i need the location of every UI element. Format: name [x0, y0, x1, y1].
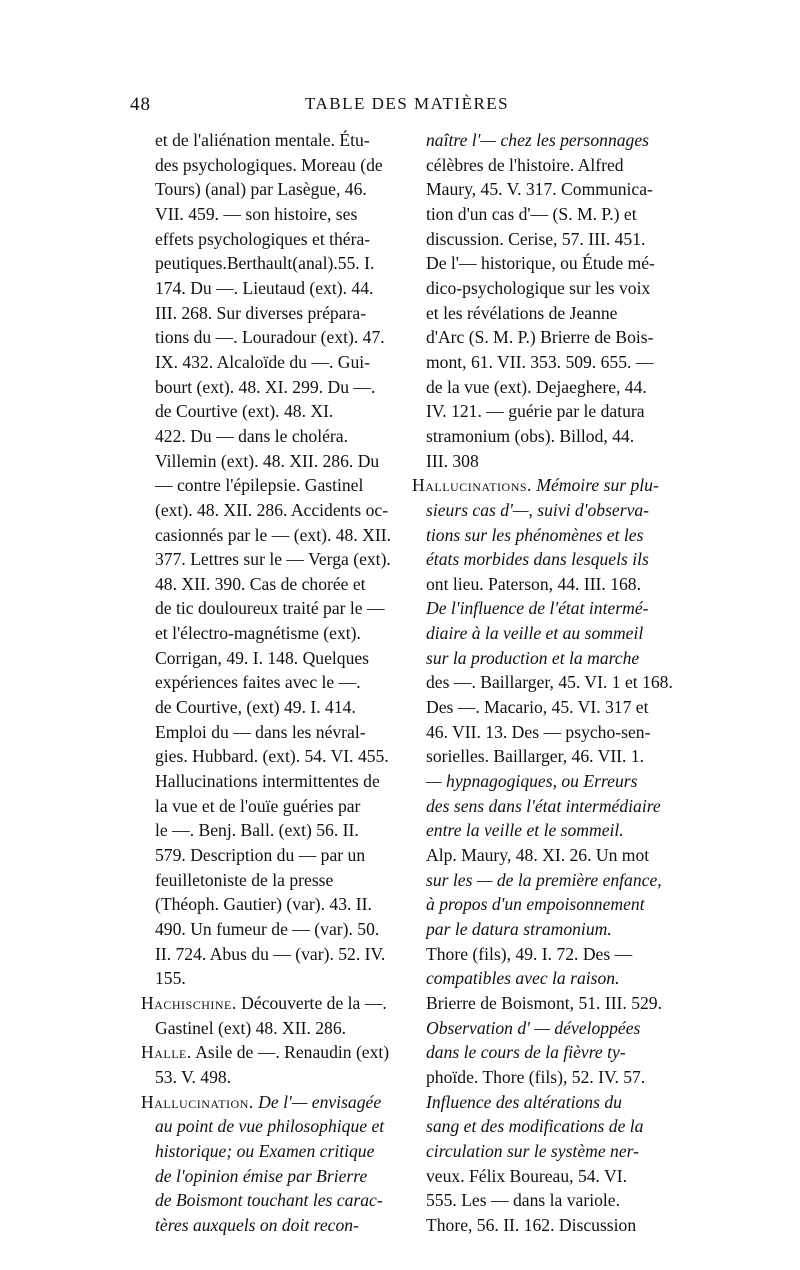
left-column-line: Hallucination. De l'— envisagée [141, 1091, 382, 1112]
left-column-line: 579. Description du — par un [155, 845, 366, 866]
right-column-line: Thore (fils), 49. I. 72. Des — [426, 943, 633, 964]
right-column-line: célèbres de l'histoire. Alfred [426, 154, 624, 175]
right-column-line: Brierre de Boismont, 51. III. 529. [426, 992, 663, 1013]
right-column-line: ont lieu. Paterson, 44. III. 168. [426, 573, 641, 594]
left-column-line: 48. XII. 390. Cas de chorée et [155, 573, 366, 594]
left-column-line: Emploi du — dans les névral- [155, 721, 366, 742]
right-column-line: sieurs cas d'—, suivi d'observa- [426, 499, 650, 520]
right-column-line: Influence des altérations du [426, 1091, 622, 1112]
right-column-line: 555. Les — dans la variole. [426, 1190, 620, 1211]
right-column-line: De l'— historique, ou Étude mé- [426, 253, 655, 274]
left-column-line: effets psychologiques et théra- [155, 228, 371, 249]
right-column-line: — hypnagogiques, ou Erreurs [426, 771, 638, 792]
right-column-line: d'Arc (S. M. P.) Brierre de Bois- [426, 327, 654, 348]
left-column-line: la vue et de l'ouïe guéries par [155, 795, 361, 816]
right-column-line: 46. VII. 13. Des — psycho-sen- [426, 721, 651, 742]
right-column-line: sorielles. Baillarger, 46. VII. 1. [426, 746, 645, 767]
left-column-line: 490. Un fumeur de — (var). 50. [155, 919, 380, 939]
left-column-line: de Boismont touchant les carac- [155, 1190, 383, 1211]
right-column-line: des —. Baillarger, 45. VI. 1 et 168. [426, 672, 673, 693]
right-column-line: Observation d' — développées [426, 1017, 641, 1038]
right-column-line: stramonium (obs). Billod, 44. [426, 425, 635, 446]
right-column-line: De l'influence de l'état intermé- [426, 598, 649, 619]
right-column-line: circulation sur le système ner- [426, 1140, 640, 1161]
left-column-line: au point de vue philosophique et [155, 1116, 385, 1137]
left-column-line: II. 724. Abus du — (var). 52. IV. [155, 943, 386, 964]
left-column-line: 53. V. 498. [155, 1066, 232, 1087]
right-column-line: Maury, 45. V. 317. Communica- [426, 179, 653, 200]
left-column-line: IX. 432. Alcaloïde du —. Gui- [155, 351, 370, 372]
left-column-line: 174. Du —. Lieutaud (ext). 44. [155, 277, 374, 298]
left-column-line: 422. Du — dans le choléra. [155, 425, 348, 446]
left-column-line: Halle. Asile de —. Renaudin (ext) [141, 1042, 390, 1063]
right-column-line: des sens dans l'état intermédiaire [426, 795, 661, 816]
page-number: 48 [130, 94, 151, 115]
right-column-line: sur les — de la première enfance, [426, 869, 662, 890]
right-column-line: Alp. Maury, 48. XI. 26. Un mot [426, 845, 650, 866]
left-column-line: et de l'aliénation mentale. Étu- [155, 130, 370, 150]
left-column-line: historique; ou Examen critique [155, 1140, 375, 1161]
left-column-line: Hachischine. Découverte de la —. [141, 992, 387, 1013]
left-column-line: et l'électro-magnétisme (ext). [155, 623, 361, 644]
left-column-line: 155. [155, 968, 186, 989]
left-column-line: de Courtive (ext). 48. XI. [155, 401, 334, 422]
left-column-line: de l'opinion émise par Brierre [155, 1165, 368, 1186]
right-column [412, 128, 674, 1238]
left-column-line: de Courtive, (ext) 49. I. 414. [155, 697, 356, 718]
right-column-line: veux. Félix Boureau, 54. VI. [426, 1165, 627, 1186]
left-column-line: de tic douloureux traité par le — [155, 598, 385, 619]
running-title: TABLE DES MATIÈRES [305, 94, 510, 113]
right-column-line: sur la production et la marche [426, 647, 640, 668]
running-header [130, 94, 670, 120]
left-column-line: III. 268. Sur diverses prépara- [155, 302, 367, 323]
right-column-line: dico-psychologique sur les voix [426, 277, 651, 298]
right-column-line: tion d'un cas d'— (S. M. P.) et [426, 203, 637, 224]
left-column [141, 128, 403, 1238]
right-column-line: IV. 121. — guérie par le datura [426, 401, 645, 422]
right-column-line: diaire à la veille et au sommeil [426, 623, 644, 644]
right-column-line: entre la veille et le sommeil. [426, 820, 624, 841]
left-column-line: (ext). 48. XII. 286. Accidents oc- [155, 499, 389, 520]
left-column-line: — contre l'épilepsie. Gastinel [155, 475, 364, 496]
right-column-line: Des —. Macario, 45. VI. 317 et [426, 697, 649, 718]
right-column-line: mont, 61. VII. 353. 509. 655. — [426, 351, 654, 372]
right-column-line: de la vue (ext). Dejaeghere, 44. [426, 376, 647, 397]
right-column-line: et les révélations de Jeanne [426, 302, 618, 323]
left-column-line: feuilletoniste de la presse [155, 869, 334, 890]
right-column-line: sang et des modifications de la [426, 1116, 644, 1137]
right-column-line: compatibles avec la raison. [426, 968, 620, 989]
right-column-line: Hallucinations. Mémoire sur plu- [412, 475, 659, 496]
right-column-line: discussion. Cerise, 57. III. 451. [426, 228, 646, 249]
left-column-line: gies. Hubbard. (ext). 54. VI. 455. [155, 746, 389, 767]
right-column-line: III. 308 [426, 450, 479, 471]
left-column-line: Villemin (ext). 48. XII. 286. Du [155, 450, 380, 471]
left-column-line: le —. Benj. Ball. (ext) 56. II. [155, 820, 359, 841]
left-column-line: des psychologiques. Moreau (de [155, 154, 383, 175]
left-column-line: (Théoph. Gautier) (var). 43. II. [155, 894, 372, 915]
right-column-line: phoïde. Thore (fils), 52. IV. 57. [426, 1066, 646, 1087]
left-column-line: VII. 459. — son histoire, ses [155, 203, 358, 224]
left-column-line: Gastinel (ext) 48. XII. 286. [155, 1017, 347, 1038]
right-column-line: par le datura stramonium. [426, 919, 612, 939]
left-column-line: expériences faites avec le —. [155, 672, 361, 693]
left-column-line: casionnés par le — (ext). 48. XII. [155, 524, 391, 545]
left-column-line: tions du —. Louradour (ext). 47. [155, 327, 385, 348]
right-column-line: dans le cours de la fièvre ty- [426, 1042, 626, 1063]
left-column-line: bourt (ext). 48. XI. 299. Du —. [155, 376, 376, 397]
left-column-line: Tours) (anal) par Lasègue, 46. [155, 179, 367, 200]
left-column-line: 377. Lettres sur le — Verga (ext). [155, 549, 391, 570]
right-column-line: états morbides dans lesquels ils [426, 549, 649, 570]
left-column-line: tères auxquels on doit recon- [155, 1214, 359, 1235]
right-column-line: naître l'— chez les personnages [426, 130, 650, 150]
right-column-line: à propos d'un empoisonnement [426, 894, 645, 915]
left-column-line: Corrigan, 49. I. 148. Quelques [155, 647, 370, 668]
left-column-line: peutiques.Berthault(anal).55. I. [155, 253, 375, 274]
right-column-line: tions sur les phénomènes et les [426, 524, 644, 545]
right-column-line: Thore, 56. II. 162. Discussion [426, 1214, 637, 1235]
left-column-line: Hallucinations intermittentes de [155, 771, 380, 792]
